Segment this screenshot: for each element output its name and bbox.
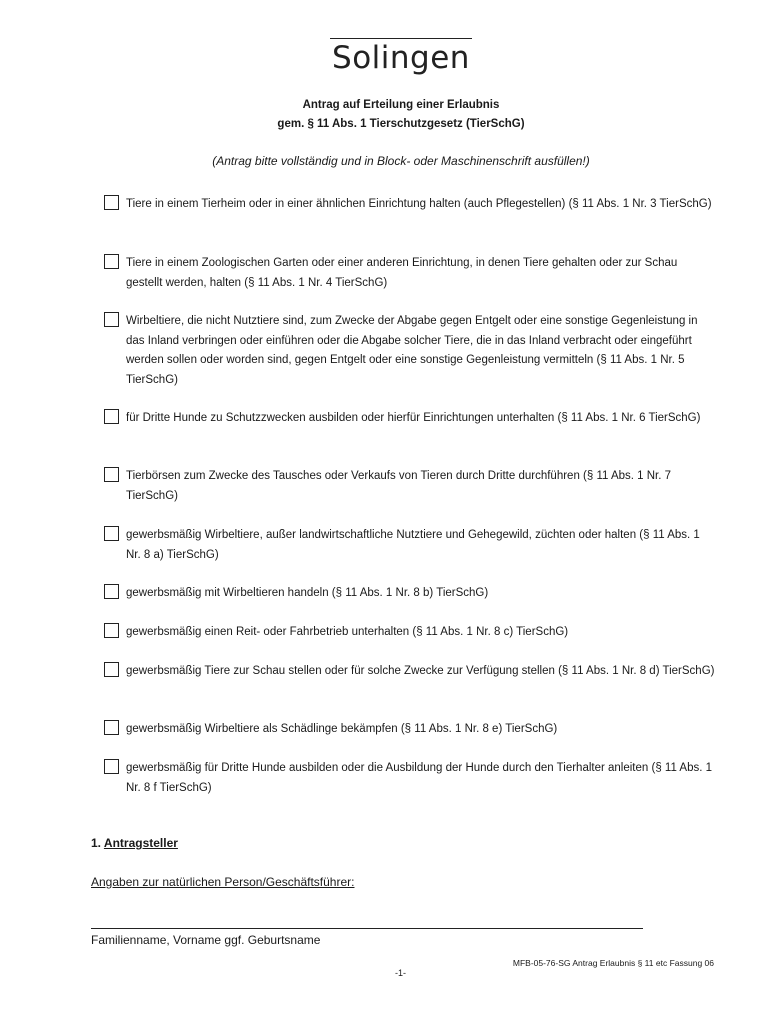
option-label: gewerbsmäßig Tiere zur Schau stellen oder für solche Zwecke zur Verfügung stellen (§ 11 Abs. 1 Nr. 8 d) TierSchG) [126,665,715,677]
name-field-label: Familienname, Vorname ggf. Geburtsname [91,933,321,947]
option-schaedlinge[interactable] [104,720,716,740]
document-title-line-1: Antrag auf Erteilung einer Erlaubnis [302,99,500,111]
option-wirbeltiere-import[interactable] [104,312,716,390]
option-label: Tiere in einem Zoologischen Garten oder einer anderen Einrichtung, in denen Tiere gehalten oder zur Schau gestellt werden, halten (§ 11 Abs. 1 Nr. 4 TierSchG) [126,257,678,289]
option-schaustellung[interactable] [104,662,716,682]
checkbox-schaustellung[interactable] [104,662,119,677]
option-label: für Dritte Hunde zu Schutzzwecken ausbilden oder hierfür Einrichtungen unterhalten (§ 11 Abs. 1 Nr. 6 TierSchG) [126,412,701,424]
option-handel[interactable] [104,584,716,604]
checkbox-schaedlinge[interactable] [104,720,119,735]
option-label: Wirbeltiere, die nicht Nutztiere sind, zum Zwecke der Abgabe gegen Entgelt oder eine sonstige Gegenleistung in das Inland verbringen oder einführen oder die Abgabe solcher Tiere, die in das Inland verbracht oder eingeführt werden sollen oder worden sind, gegen Entgelt oder eine sonstige Gegenleistung vermitteln (§ 11 Abs. 1 Nr. 5 TierSchG) [126,315,698,386]
logo-rule [330,38,472,39]
page-number: -1- [395,968,406,978]
document-title-line-2: gem. § 11 Abs. 1 Tierschutzgesetz (TierSchG) [277,118,525,130]
option-label: gewerbsmäßig einen Reit- oder Fahrbetrieb unterhalten (§ 11 Abs. 1 Nr. 8 c) TierSchG) [126,626,569,638]
option-zucht[interactable] [104,526,716,565]
option-label: gewerbsmäßig mit Wirbeltieren handeln (§ 11 Abs. 1 Nr. 8 b) TierSchG) [126,587,489,599]
checkbox-reitbetrieb[interactable] [104,623,119,638]
option-tierheim[interactable] [104,195,716,215]
checkbox-schutzhunde[interactable] [104,409,119,424]
form-reference: MFB-05-76-SG Antrag Erlaubnis § 11 etc Fassung 06 [512,958,714,968]
section-number: 1. [91,836,102,850]
name-input-line[interactable] [91,928,643,929]
checkbox-tierheim[interactable] [104,195,119,210]
checkbox-wirbeltiere-import[interactable] [104,312,119,327]
option-label: Tierbörsen zum Zwecke des Tausches oder Verkaufs von Tieren durch Dritte durchführen (§ 11 Abs. 1 Nr. 7 TierSchG) [126,470,672,502]
checkbox-handel[interactable] [104,584,119,599]
checkbox-hundeausbildung[interactable] [104,759,119,774]
section-heading [91,836,178,850]
section-title: Antragsteller [103,836,178,850]
option-hundeausbildung[interactable] [104,759,716,798]
option-reitbetrieb[interactable] [104,623,716,643]
logo-text: Solingen [332,40,470,76]
checkbox-zucht[interactable] [104,526,119,541]
option-tierboersen[interactable] [104,467,716,506]
solingen-logo [330,38,472,75]
option-schutzhunde[interactable] [104,409,716,429]
checkbox-tierboersen[interactable] [104,467,119,482]
option-label: gewerbsmäßig Wirbeltiere, außer landwirtschaftliche Nutztiere und Gehegewild, züchten oder halten (§ 11 Abs. 1 Nr. 8 a) TierSchG) [126,529,700,561]
checkbox-zoo[interactable] [104,254,119,269]
option-zoo[interactable] [104,254,716,293]
option-label: Tiere in einem Tierheim oder in einer ähnlichen Einrichtung halten (auch Pflegestellen) (§ 11 Abs. 1 Nr. 3 TierSchG) [126,198,712,210]
option-label: gewerbsmäßig für Dritte Hunde ausbilden oder die Ausbildung der Hunde durch den Tierhalter anleiten (§ 11 Abs. 1 Nr. 8 f TierSchG) [126,762,713,794]
section-subheading: Angaben zur natürlichen Person/Geschäftsführer: [91,875,355,889]
option-label: gewerbsmäßig Wirbeltiere als Schädlinge bekämpfen (§ 11 Abs. 1 Nr. 8 e) TierSchG) [126,723,558,735]
fill-instruction: (Antrag bitte vollständig und in Block- oder Maschinenschrift ausfüllen!) [212,154,590,168]
